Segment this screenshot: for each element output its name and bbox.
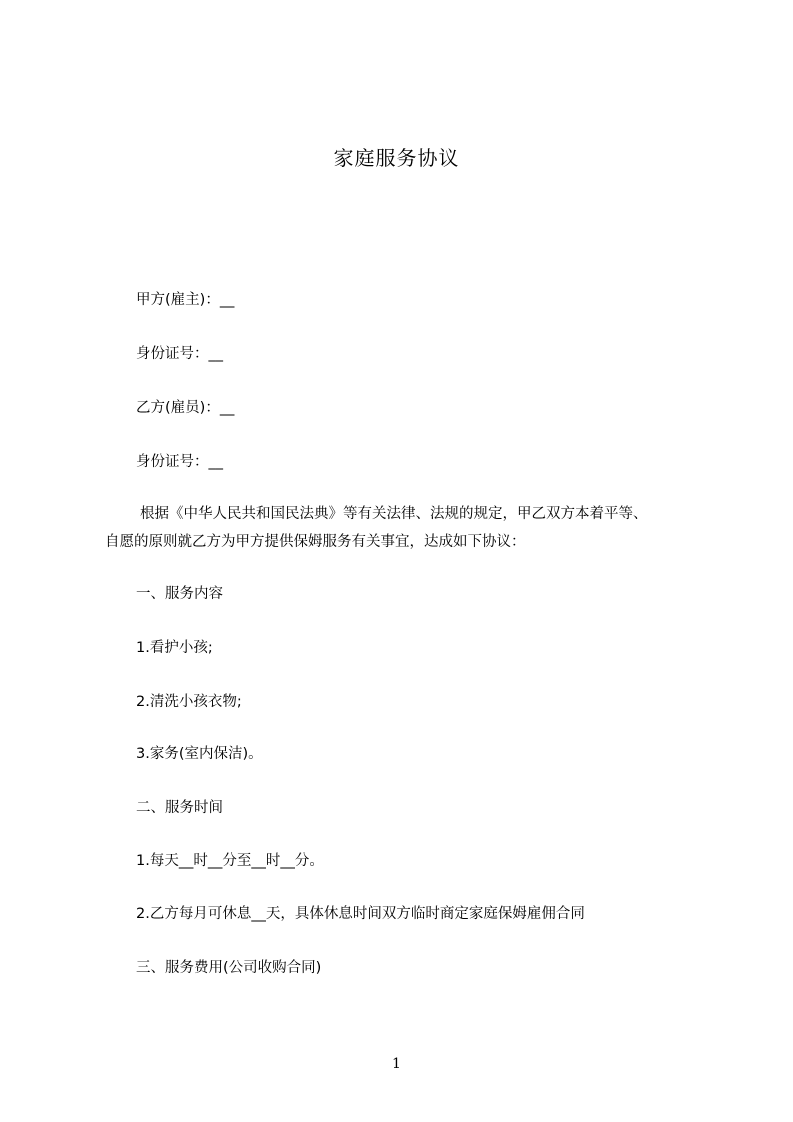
section-1-heading: 一、服务内容: [136, 586, 223, 602]
intro-paragraph-line-1: 根据《中华人民共和国民法典》等有关法律、法规的规定，甲乙双方本着平等、: [140, 506, 648, 522]
section-3-heading: 三、服务费用(公司收购合同): [136, 960, 322, 976]
section-1-item: 3.家务(室内保洁)。: [136, 746, 263, 762]
intro-paragraph-line-2: 自愿的原则就乙方为甲方提供保姆服务有关事宜，达成如下协议：: [105, 534, 526, 550]
section-1-item: 1.看护小孩;: [136, 640, 213, 656]
document-title: 家庭服务协议: [333, 146, 460, 170]
section-2-heading: 二、服务时间: [136, 800, 223, 816]
page-number: 1: [392, 1056, 401, 1072]
party-b-line: 乙方(雇员)：__: [136, 400, 235, 416]
section-2-item: 1.每天__时__分至__时__分。: [136, 853, 324, 869]
party-a-line: 甲方(雇主)：__: [136, 292, 235, 308]
party-a-id-line: 身份证号：__: [136, 346, 223, 362]
section-1-item: 2.清洗小孩衣物;: [136, 694, 242, 710]
party-b-id-line: 身份证号：__: [136, 454, 223, 470]
section-2-item: 2.乙方每月可休息__天，具体休息时间双方临时商定家庭保姆雇佣合同: [136, 906, 585, 922]
